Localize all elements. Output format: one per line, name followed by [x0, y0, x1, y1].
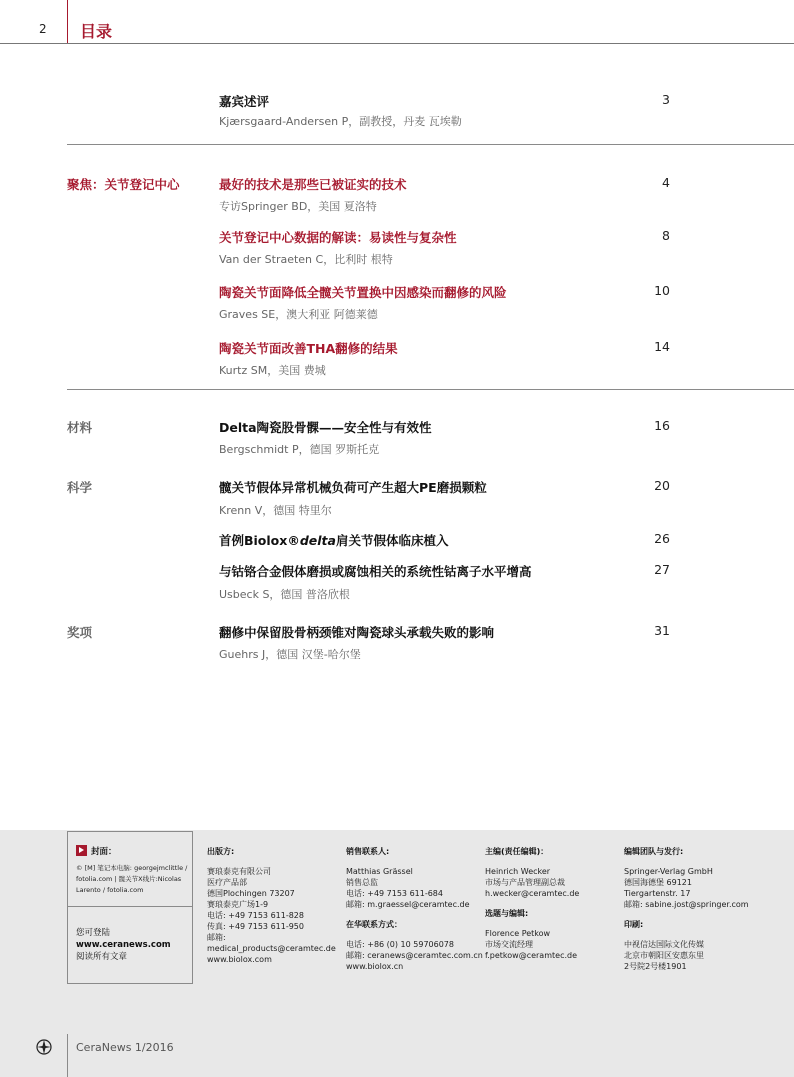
toc-article-page[interactable]: 4: [662, 175, 670, 190]
distribution-column: [624, 846, 749, 972]
toc-article-title[interactable]: Delta陶瓷股骨髁——安全性与有效性: [219, 420, 432, 435]
toc-article-author: Kjærsgaard-Andersen P，副教授，丹麦 瓦埃勒: [219, 115, 462, 128]
toc-article-page[interactable]: 3: [662, 92, 670, 107]
section-divider: [67, 144, 794, 145]
toc-article-author: 专访Springer BD，美国 夏洛特: [219, 200, 377, 213]
topic-editor-email[interactable]: f.petkow@ceramtec.de: [485, 951, 578, 960]
sales-heading: 销售联系人:: [346, 847, 390, 856]
toc-article-page[interactable]: 31: [654, 623, 670, 638]
toc-article-page[interactable]: 27: [654, 562, 670, 577]
distribution-line: 德国海德堡 69121: [624, 878, 692, 887]
toc-article-author: Bergschmidt P，德国 罗斯托克: [219, 443, 380, 456]
sales-email[interactable]: 邮箱: m.graessel@ceramtec.de: [346, 900, 470, 909]
toc-article-page[interactable]: 20: [654, 478, 670, 493]
website-line3: 阅读所有文章: [76, 952, 128, 962]
sales-column: [346, 846, 483, 972]
toc-article-author: Kurtz SM，美国 费城: [219, 364, 326, 377]
toc-article-title-suffix: 肩关节假体临床植入: [335, 533, 449, 548]
cover-credit: © [M] 笔记本电脑: georgejmclittle / fotolia.com | 髋关节X线片:Nicolas Larento / fotolia.com: [76, 864, 188, 894]
section-label-materials: 材料: [67, 420, 93, 435]
toc-article-page[interactable]: 8: [662, 228, 670, 243]
toc-article-title[interactable]: 陶瓷关节面降低全髋关节置换中因感染而翻修的风险: [219, 285, 507, 300]
header-rule: [0, 43, 794, 44]
printing-heading: 印刷:: [624, 920, 644, 929]
toc-article-title-italic: delta: [299, 533, 336, 548]
toc-article-title[interactable]: 与钴铬合金假体磨损或腐蚀相关的系统性钴离子水平增高: [219, 564, 532, 579]
china-contact-line: 电话: +86 (0) 10 59706078: [346, 940, 454, 949]
publisher-email[interactable]: medical_products@ceramtec.de: [207, 944, 336, 953]
arrow-right-icon: [76, 845, 87, 856]
topic-editor-heading: 选题与编辑:: [485, 909, 529, 918]
publisher-line: 赛琅泰克有限公司: [207, 867, 271, 876]
publisher-heading: 出版方:: [207, 847, 235, 856]
publisher-line: 赛琅泰克广场1-9: [207, 900, 269, 909]
publisher-line: 传真: +49 7153 611-950: [207, 922, 304, 931]
publisher-line: 邮箱:: [207, 933, 226, 942]
toc-article-page[interactable]: 14: [654, 339, 670, 354]
toc-article-author: Guehrs J，德国 汉堡-哈尔堡: [219, 648, 361, 661]
toc-article-title-prefix: 首例Biolox®: [219, 533, 300, 548]
distribution-email[interactable]: 邮箱: sabine.jost@springer.com: [624, 900, 749, 909]
distribution-line: Tiergartenstr. 17: [624, 889, 691, 898]
toc-article-title[interactable]: 翻修中保留股骨柄颈锥对陶瓷球头承载失败的影响: [219, 625, 495, 640]
china-contact-email[interactable]: 邮箱: ceranews@ceramtec.com.cn: [346, 951, 483, 960]
footer-divider: [67, 1034, 68, 1077]
section-label-science: 科学: [67, 480, 93, 495]
topic-editor-line: 市场交流经理: [485, 940, 533, 949]
toc-article-title[interactable]: [219, 531, 448, 549]
topic-editor-line: Florence Petkow: [485, 929, 551, 938]
section-label-award: 奖项: [67, 625, 93, 640]
website-link[interactable]: www.ceranews.com: [76, 940, 171, 950]
toc-article-title[interactable]: 关节登记中心数据的解读：易读性与复杂性: [219, 230, 457, 245]
toc-article-page[interactable]: 26: [654, 531, 670, 546]
toc-article-title[interactable]: 陶瓷关节面改善THA翻修的结果: [219, 341, 398, 356]
printing-line: 中视信达国际文化传媒: [624, 940, 704, 949]
publisher-line: 电话: +49 7153 611-828: [207, 911, 304, 920]
publisher-line: 德国Plochingen 73207: [207, 889, 295, 898]
page-number: 2: [39, 22, 47, 36]
china-contact-heading: 在华联系方式：: [346, 920, 402, 929]
sales-line: Matthias Grässel: [346, 867, 413, 876]
toc-article-author: Krenn V，德国 特里尔: [219, 504, 332, 517]
issue-label: CeraNews 1/2016: [76, 1041, 174, 1054]
editor-column: [485, 846, 579, 961]
editor-heading: 主编(责任编辑)：: [485, 847, 549, 856]
distribution-line: Springer-Verlag GmbH: [624, 867, 713, 876]
toc-article-author: Van der Straeten C，比利时 根特: [219, 253, 393, 266]
sales-line: 电话: +49 7153 611-684: [346, 889, 443, 898]
china-contact-website[interactable]: www.biolox.cn: [346, 962, 404, 971]
publisher-website[interactable]: www.biolox.com: [207, 955, 272, 964]
distribution-heading: 编辑团队与发行:: [624, 847, 684, 856]
publisher-column: [207, 846, 336, 965]
section-label-focus: 聚焦：关节登记中心: [67, 177, 180, 192]
section-divider: [67, 389, 794, 390]
editor-line: 市场与产品管理副总裁: [485, 878, 565, 887]
toc-article-page[interactable]: 10: [654, 283, 670, 298]
sales-line: 销售总监: [346, 878, 378, 887]
editor-email[interactable]: h.wecker@ceramtec.de: [485, 889, 580, 898]
cover-box-divider: [67, 906, 193, 907]
toc-article-title[interactable]: 髋关节假体异常机械负荷可产生超大PE磨损颗粒: [219, 480, 487, 495]
editor-line: Heinrich Wecker: [485, 867, 551, 876]
website-info: [76, 927, 171, 963]
cover-label: 封面：: [91, 847, 117, 857]
printing-line: 北京市朝阳区安惠东里: [624, 951, 704, 960]
website-line1: 您可登陆: [76, 928, 111, 938]
ceramtec-logo-icon: [36, 1039, 52, 1055]
page-title: 目录: [80, 22, 113, 41]
toc-article-page[interactable]: 16: [654, 418, 670, 433]
header-divider: [67, 0, 68, 44]
toc-article-author: Usbeck S，德国 普洛欣根: [219, 588, 350, 601]
printing-line: 2号院2号楼1901: [624, 962, 687, 971]
toc-article-title[interactable]: 最好的技术是那些已被证实的技术: [219, 177, 407, 192]
toc-article-author: Graves SE，澳大利亚 阿德莱德: [219, 308, 378, 321]
publisher-line: 医疗产品部: [207, 878, 247, 887]
toc-article-title[interactable]: 嘉宾述评: [219, 94, 270, 109]
